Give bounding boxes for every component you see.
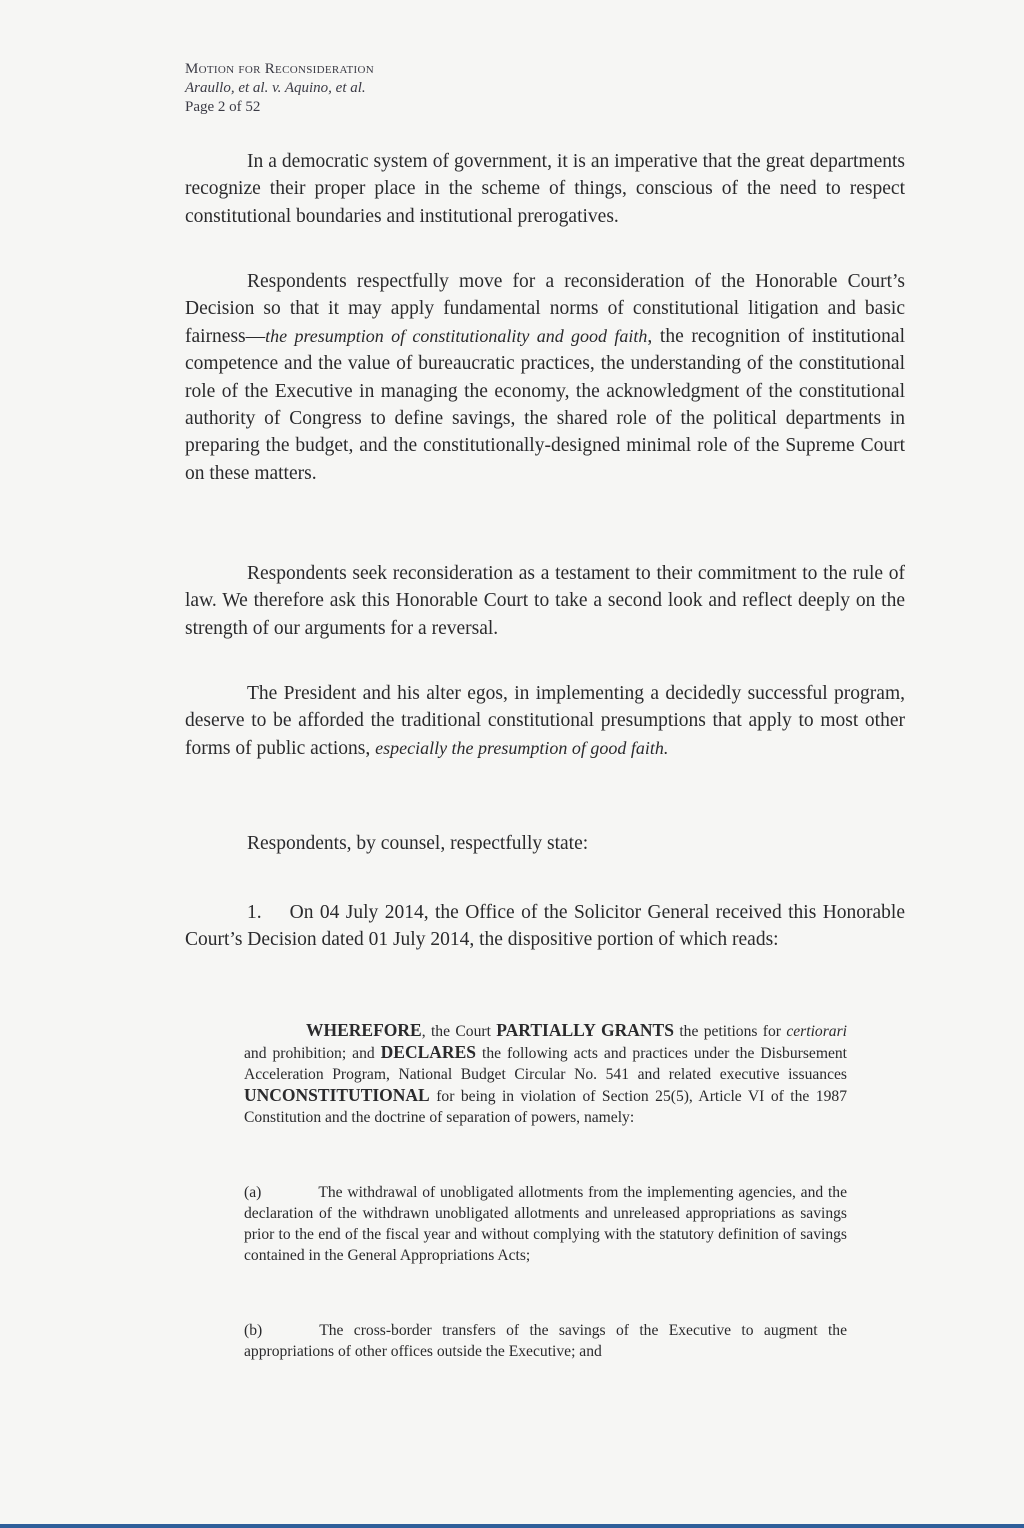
- paragraph-1: [185, 148, 905, 230]
- paragraph-2: [185, 268, 905, 487]
- quote-text-5: for being in violation of Section 25(5), Article VI of the 1987 Constitution and the doctrine of separation of powers, namely:: [244, 1088, 847, 1126]
- paragraph-6-number: 1.: [247, 902, 262, 923]
- paragraph-5: [185, 830, 905, 857]
- paragraph-5-text: Respondents, by counsel, respectfully state:: [247, 833, 589, 854]
- quote-item-b-text: The cross-border transfers of the savings of the Executive to augment the appropriations of other offices outside the Executive; and: [244, 1322, 847, 1360]
- paragraph-3: [185, 560, 905, 642]
- paragraph-4-emphasis: especially the presumption of good faith.: [375, 737, 669, 758]
- quote-text-2: the petitions for: [673, 1023, 787, 1040]
- quote-dispositive: [244, 1020, 847, 1128]
- paragraph-4-text: The President and his alter egos, in implementing a decidedly successful program, deserve to be afforded the traditional constitutional presumptions that apply to most other forms of public actions,: [185, 683, 905, 759]
- quote-item-b: [244, 1320, 847, 1362]
- paragraph-3-text: Respondents seek reconsideration as a testament to their commitment to the rule of law. We therefore ask this Honorable Court to take a second look and reflect deeply on the strength of our arguments for a reversal.: [185, 563, 905, 639]
- header-case: Araullo, et al. v. Aquino, et al.: [185, 80, 366, 96]
- quote-bold-unconstitutional: UNCONSTITUTIONAL: [244, 1085, 430, 1105]
- quote-bold-declares: DECLARES: [380, 1042, 476, 1062]
- quote-text-1: , the Court: [421, 1023, 497, 1040]
- paragraph-2-emphasis: the presumption of constitutionality and good faith: [265, 325, 648, 346]
- paragraph-2-text-b: , the recognition of institutional competence and the value of bureaucratic practices, the understanding of the constitutional role of the Executive in managing the economy, the acknowledgment of the constitutional authority of Congress to define savings, the shared role of the political departments in preparing the budget, and the constitutionally-designed minimal role of the Supreme Court on these matters.: [185, 325, 905, 484]
- quote-item-a-text: The withdrawal of unobligated allotments from the implementing agencies, and the declaration of the withdrawn unobligated allotments and unreleased appropriations as savings prior to the end of the fiscal year and without complying with the statutory definition of savings contained in the General Appropriations Acts;: [244, 1184, 847, 1264]
- paragraph-6: [185, 899, 905, 954]
- header-page-number: Page 2 of 52: [185, 99, 261, 115]
- paragraph-2-text-a: Respondents respectfully move for a reconsideration of the Honorable Court’s Decision so that it may apply fundamental norms of constitutional litigation and basic fairness—: [185, 271, 905, 347]
- paragraph-4: [185, 680, 905, 762]
- quote-text-3: and prohibition; and: [244, 1045, 381, 1062]
- quote-item-a: [244, 1182, 847, 1266]
- paragraph-1-text: In a democratic system of government, it is an imperative that the great departments recognize their proper place in the scheme of things, conscious of the need to respect constitutional boundaries and institutional prerogatives.: [185, 151, 905, 227]
- quote-item-a-label: (a): [244, 1184, 262, 1201]
- header-title: Motion for Reconsideration: [185, 61, 374, 77]
- quote-emphasis-certiorari: certiorari: [786, 1023, 847, 1040]
- quote-item-b-label: (b): [244, 1322, 263, 1339]
- quote-bold-partially-grants: PARTIALLY GRANTS: [496, 1020, 674, 1040]
- bottom-border: [0, 1524, 1024, 1528]
- page-header: [185, 60, 374, 117]
- paragraph-6-text: On 04 July 2014, the Office of the Solicitor General received this Honorable Court’s Decision dated 01 July 2014, the dispositive portion of which reads:: [185, 902, 905, 951]
- quote-text-4: the following acts and practices under the Disbursement Acceleration Program, National Budget Circular No. 541 and related executive issuances: [244, 1045, 847, 1083]
- quote-bold-wherefore: WHEREFORE: [306, 1020, 422, 1040]
